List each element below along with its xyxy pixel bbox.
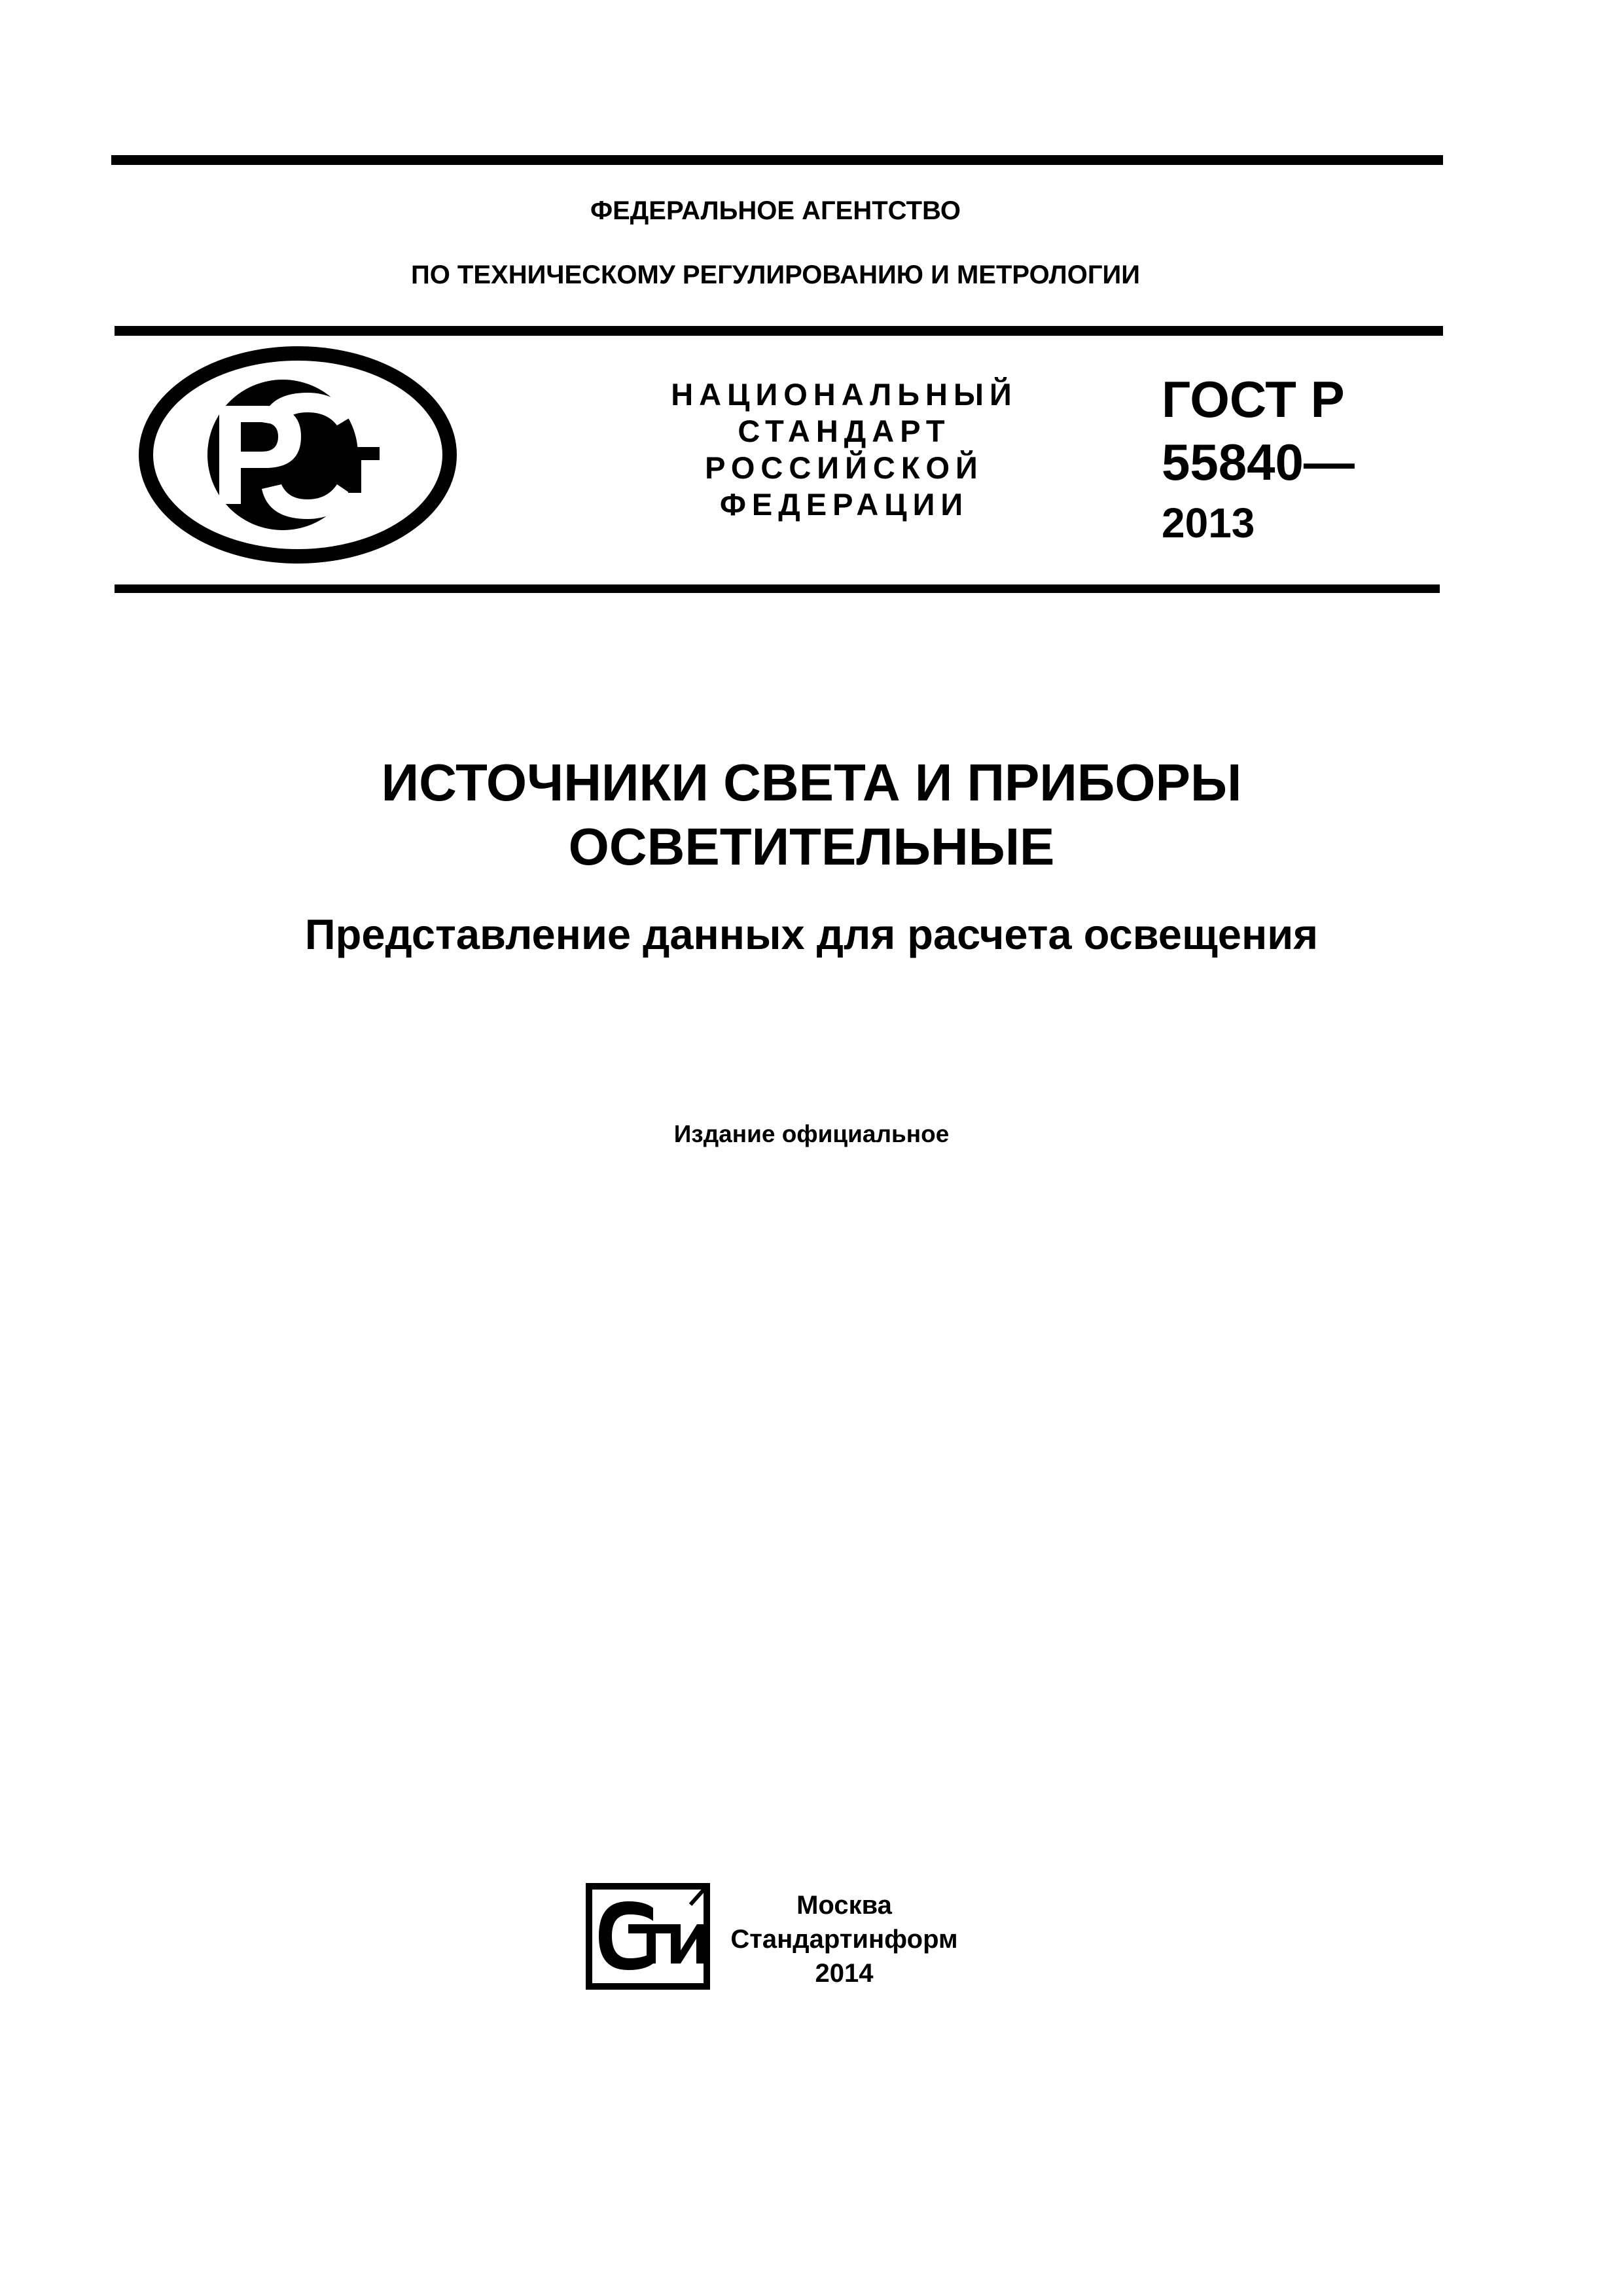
national-line-1: НАЦИОНАЛЬНЫЙ — [671, 377, 1018, 412]
publisher-name: Стандартинформ — [730, 1925, 958, 1954]
gost-year: 2013 — [1162, 499, 1255, 547]
agency-name-line2: ПО ТЕХНИЧЕСКОМУ РЕГУЛИРОВАНИЮ И МЕТРОЛОГИИ — [410, 260, 1141, 289]
publisher-year: 2014 — [815, 1959, 874, 1988]
gost-number: 55840— — [1162, 433, 1355, 491]
gost-designation — [1162, 368, 1443, 493]
national-standard-label — [609, 376, 1080, 523]
upper-block-rule — [115, 326, 1443, 336]
document-title-line2: ОСВЕТИТЕЛЬНЫЕ — [568, 817, 1055, 876]
publisher-info — [720, 1888, 969, 1990]
gost-label: ГОСТ Р — [1162, 370, 1345, 428]
document-subtitle: Представление данных для расчета освещения — [304, 910, 1319, 958]
national-line-4: ФЕДЕРАЦИИ — [719, 487, 969, 522]
lower-block-rule — [115, 584, 1440, 593]
standartinform-logo — [576, 1878, 717, 1993]
rst-logo — [137, 344, 458, 566]
national-line-2: СТАНДАРТ — [738, 414, 951, 448]
top-rule — [111, 155, 1443, 165]
document-title-line1: ИСТОЧНИКИ СВЕТА И ПРИБОРЫ — [381, 753, 1242, 812]
publisher-city: Москва — [796, 1891, 892, 1920]
national-line-3: РОССИЙСКОЙ — [705, 450, 984, 485]
agency-name-line1: ФЕДЕРАЛЬНОЕ АГЕНТСТВО — [590, 196, 961, 225]
edition-note: Издание официальное — [673, 1121, 950, 1147]
